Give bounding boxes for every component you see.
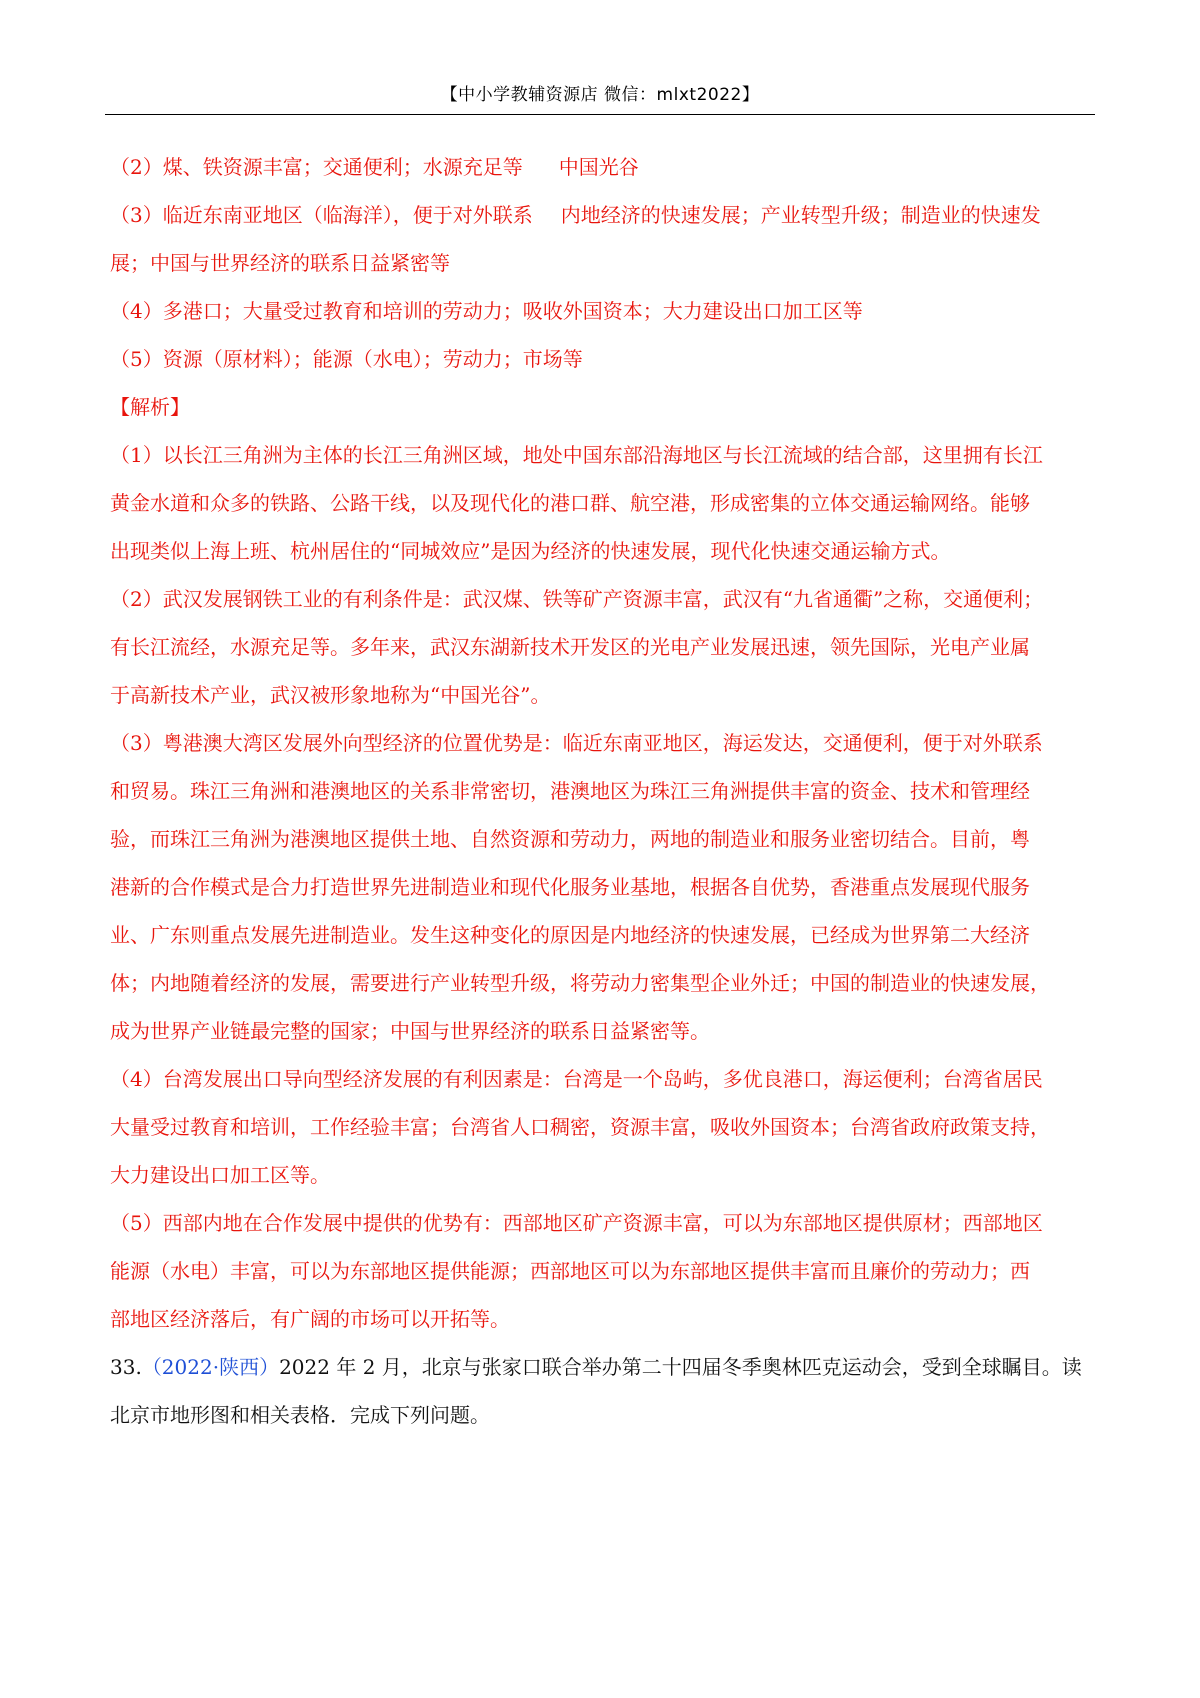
analysis-p5-line: （5）西部内地在合作发展中提供的优势有：西部地区矿产资源丰富，可以为东部地区提供原材；西部地区 [110, 1211, 1043, 1235]
analysis-p5-line: 部地区经济落后，有广阔的市场可以开拓等。 [110, 1307, 510, 1331]
answer-5: （5）资源（原材料）；能源（水电）；劳动力；市场等 [110, 347, 583, 371]
answer-3-part1: （3）临近东南亚地区（临海洋），便于对外联系 [110, 203, 533, 227]
analysis-p3-line: 体；内地随着经济的发展，需要进行产业转型升级，将劳动力密集型企业外迁；中国的制造业的快速发展， [110, 971, 1050, 995]
page-header [105, 80, 1095, 115]
question-source: （2022·陕西） [141, 1355, 280, 1379]
analysis-p4-line: （4）台湾发展出口导向型经济发展的有利因素是：台湾是一个岛屿，多优良港口，海运便利；台湾省居民 [110, 1067, 1043, 1091]
answer-3-line2: 展；中国与世界经济的联系日益紧密等 [110, 251, 450, 275]
question-33-line2: 北京市地形图和相关表格．完成下列问题。 [110, 1403, 490, 1427]
question-number: 33. [110, 1355, 142, 1379]
analysis-p3-line: 验，而珠江三角洲为港澳地区提供土地、自然资源和劳动力，两地的制造业和服务业密切结合。目前，粤 [110, 827, 1030, 851]
analysis-p3-line: 成为世界产业链最完整的国家；中国与世界经济的联系日益紧密等。 [110, 1019, 710, 1043]
analysis-p5-line: 能源（水电）丰富，可以为东部地区提供能源；西部地区可以为东部地区提供丰富而且廉价的劳动力；西 [110, 1259, 1030, 1283]
document-body [110, 143, 1100, 1439]
analysis-p4-line: 大量受过教育和培训，工作经验丰富；台湾省人口稠密，资源丰富，吸收外国资本；台湾省政府政策支持， [110, 1115, 1050, 1139]
analysis-p3-line: （3）粤港澳大湾区发展外向型经济的位置优势是：临近东南亚地区，海运发达，交通便利，便于对外联系 [110, 731, 1043, 755]
answer-2-part1: （2）煤、铁资源丰富；交通便利；水源充足等 [110, 155, 523, 179]
analysis-heading: 【解析】 [110, 395, 190, 419]
header-text: 【中小学教辅资源店 微信：mlxt2022】 [440, 85, 760, 105]
question-text: 2022 年 2 月，北京与张家口联合举办第二十四届冬季奥林匹克运动会，受到全球瞩目。读 [279, 1355, 1082, 1379]
analysis-p2-line: （2）武汉发展钢铁工业的有利条件是：武汉煤、铁等矿产资源丰富，武汉有“九省通衢”之称，交通便利； [110, 587, 1044, 611]
analysis-p2-line: 有长江流经，水源充足等。多年来，武汉东湖新技术开发区的光电产业发展迅速，领先国际，光电产业属 [110, 635, 1030, 659]
analysis-p3-line: 和贸易。珠江三角洲和港澳地区的关系非常密切，港澳地区为珠江三角洲提供丰富的资金、技术和管理经 [110, 779, 1030, 803]
answer-2 [110, 143, 1100, 191]
analysis-p1-line: 黄金水道和众多的铁路、公路干线，以及现代化的港口群、航空港，形成密集的立体交通运输网络。能够 [110, 491, 1030, 515]
analysis-p3-line: 港新的合作模式是合力打造世界先进制造业和现代化服务业基地，根据各自优势，香港重点发展现代服务 [110, 875, 1030, 899]
question-33-line1 [110, 1343, 1100, 1391]
answer-3 [110, 191, 1100, 239]
analysis-p2-line: 于高新技术产业，武汉被形象地称为“中国光谷”。 [110, 683, 551, 707]
analysis-p1-line: 出现类似上海上班、杭州居住的“同城效应”是因为经济的快速发展，现代化快速交通运输方式。 [110, 539, 951, 563]
answer-4: （4）多港口；大量受过教育和培训的劳动力；吸收外国资本；大力建设出口加工区等 [110, 299, 863, 323]
answer-3-part2: 内地经济的快速发展；产业转型升级；制造业的快速发 [560, 203, 1041, 227]
answer-2-part2: 中国光谷 [558, 155, 639, 179]
analysis-p1-line: （1）以长江三角洲为主体的长江三角洲区域，地处中国东部沿海地区与长江流域的结合部，这里拥有长江 [110, 443, 1043, 467]
analysis-p4-line: 大力建设出口加工区等。 [110, 1163, 330, 1187]
analysis-p3-line: 业、广东则重点发展先进制造业。发生这种变化的原因是内地经济的快速发展，已经成为世界第二大经济 [110, 923, 1030, 947]
